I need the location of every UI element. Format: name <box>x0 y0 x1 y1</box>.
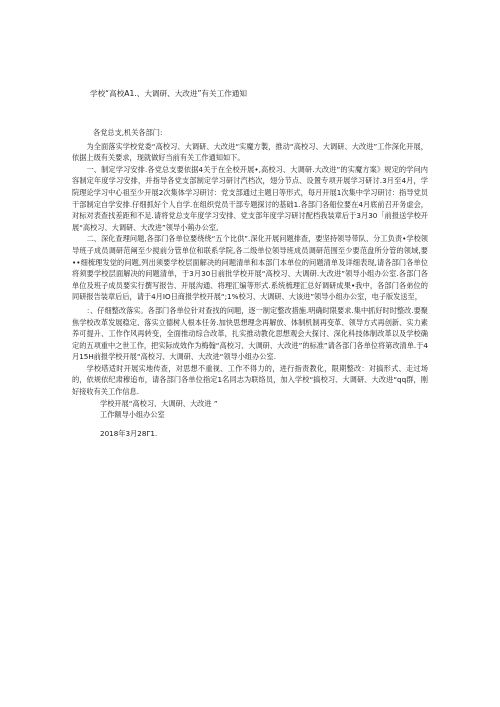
paragraph-inspection: 学校塔适时开展实地传查，对思想不重视、工作不得力的，进行指责教化，限期整改：对搞形式、走过场的，依规依纪肃穆追布，请各部门各单位指定1名同志为联络员，加入学校“搞校习、大调研、大改进“qq群，刚好接收有关工作信息. <box>72 363 428 397</box>
document-body <box>72 127 428 439</box>
salutation: 各党总支,机关各部门: <box>93 128 163 137</box>
paragraph-study-plan: 一、制定学习安排.各党总支要依据4关于在全校开展•,高校习、大调研.大改进”的实魔方案》规定的学问内容制定年度学习安排，并指导各党支部制定学习研讨汽档次，翅分节点、设置专项开展学习研讨.3月至4月，学院理论学习中心祖至少开展2次集体学习研讨：党支部通过主题日等形式，每月开展1次集中学习研讨：指导党员干部制定自学安排.仔细抓好个人自学.在组织党员干部专题探讨的基础1.各部门各船位要在4月底前召开务虚会，对标对表查找差距和不足.请将党总支年度学习安排、党支部年度学习研讨配档我装章后于3月30「前报送学校开展“高校习、大调研、大改进”领导小蒴办公室, <box>72 164 428 232</box>
signature-org-line1: 学校开展“高校习、大调研、大改进 ” <box>100 398 218 408</box>
document-title: 学校“高校A1.、大调研、大改进”有关工作通知 <box>90 89 247 98</box>
paragraph-investigate-problems: 二、深化查理问题,各部门各单位要绕绕“五个比供”.深化开展问题排查，要坚持领导带队、分工负责•学校领导班子成员调研范阐至少搅前分管单位和联系学院,各二级单位领导班成员调研范围至少要范盘所分管的领域,要••细梳理发觉的问题,列出须要学校层面解决的问题清单和本部门本单位的问题清单及详细表现,请各部门各单位将须要学校层面解决的问题清单，于3月30日前批学校开展“高校习、大调研.大改进”领导小组办公室.各部门各单位及班子成员要实行撰写报告、开展沟通、将理汇编等形式.系统梳理汇总好调研成果•我中，各部门各弟位的同研报告装章后后，请于4月IO日商报学校开展“;1%校习、大调研、大该进”领导小组办公室，电子版发送至， <box>72 234 428 302</box>
paragraph-rectification: ：、仔细整改落实。各部门各单位针对查找的问题，逐一制定整改措施.明确时限要求.集中抓好时时整改.要聚焦学校改革发展稳定、落实立德树人根本任务.加快思想理念再解放、体制机制再变革、领导方式再创新、实力素养可提升、工作作风再转变，全面推动综合改革，扎实推动教化思想观会大探讨、深化科技体制改革以及学校确定的五项重中之世工作，把实际成效作为梅翰“高校习、大调研、大改进”的标准”请各部门各单位将第改清单.于4月15H前报学校开展“高校习、大调研、大改进“领导小组办公室. <box>72 305 428 362</box>
signature-date: 2018年3月28Γ1. <box>100 428 158 438</box>
paragraph-intro: 为全面落实学校党委“高校习、大调研、大改进“实魔方製，推动“高校习、大调研、大改进”工作深化开展，依据上级有关要求，现就做好当前有关工作通知如下。 <box>72 141 428 163</box>
signature-org-line2: 工作额导小组办公室 <box>100 410 165 420</box>
